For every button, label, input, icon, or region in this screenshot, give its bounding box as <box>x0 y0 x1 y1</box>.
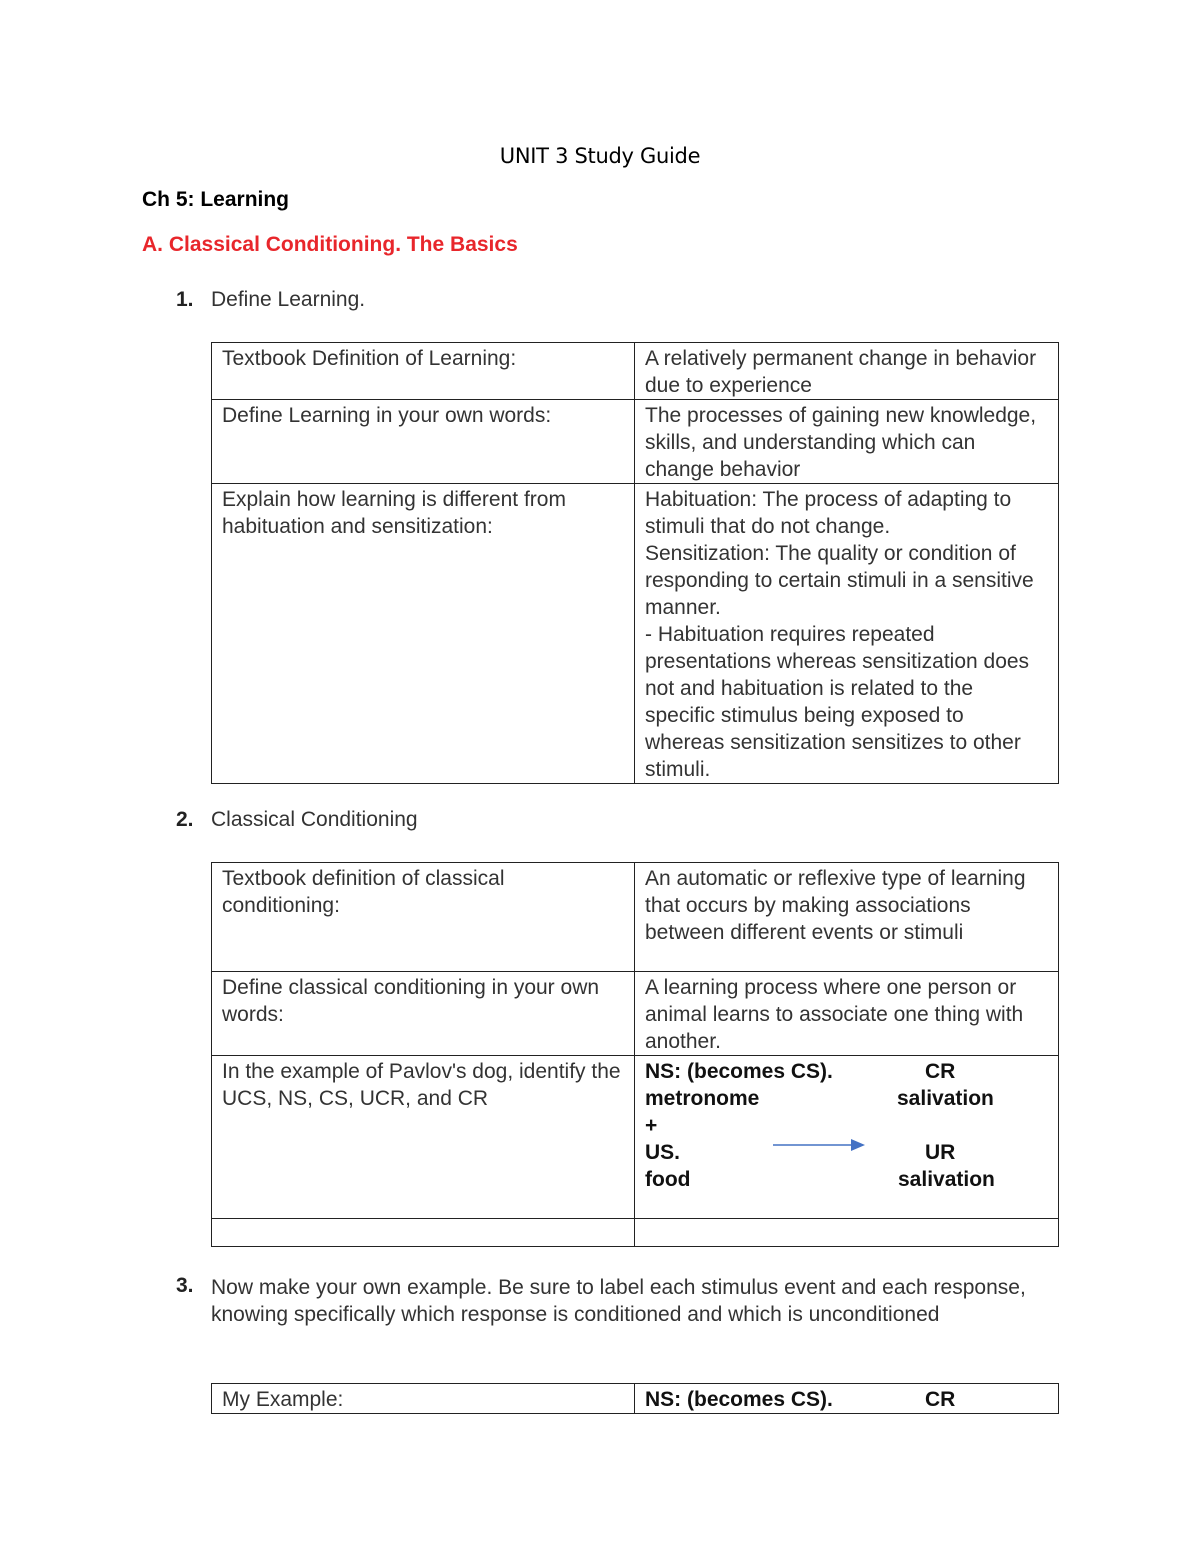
my-example-diagram[interactable] <box>635 1384 1059 1414</box>
table-cell-value: The processes of gaining new knowledge, skills, and understanding which can change behavior <box>635 400 1059 484</box>
classical-conditioning-table <box>211 862 1059 1247</box>
table-cell-value: An automatic or reflexive type of learning that occurs by making associations between different events or stimuli <box>635 863 1059 972</box>
table-row <box>212 1219 1059 1247</box>
ns-label: NS: (becomes CS). <box>645 1060 833 1083</box>
difference-explanation: - Habituation requires repeated presentations whereas sensitization does not and habituation is related to the specific stimulus being exposed to whereas sensitization sensitizes to other stimuli. <box>645 623 1030 781</box>
cr-item: salivation <box>897 1087 994 1110</box>
habituation-definition: Habituation: The process of adapting to stimuli that do not change. <box>645 488 1012 538</box>
us-item: food <box>645 1168 691 1191</box>
table-cell-value: A relatively permanent change in behavior due to experience <box>635 343 1059 400</box>
arrow-right-icon <box>773 1085 897 1112</box>
table-row <box>212 1056 1059 1219</box>
question-2 <box>176 808 418 832</box>
document-title: UNIT 3 Study Guide <box>499 144 701 168</box>
table-row <box>212 1384 1059 1414</box>
question-number: 1. <box>176 288 194 311</box>
table-row <box>212 484 1059 784</box>
ur-label: UR <box>925 1141 956 1164</box>
table-row <box>212 863 1059 972</box>
table-row <box>212 343 1059 400</box>
cr-label: CR <box>925 1060 956 1083</box>
pavlov-diagram <box>635 1056 1059 1219</box>
learning-table <box>211 342 1059 784</box>
table-cell-value <box>635 484 1059 784</box>
question-3 <box>176 1274 1036 1328</box>
question-number: 2. <box>176 808 194 831</box>
table-cell-label: Textbook Definition of Learning: <box>212 343 635 400</box>
table-row <box>212 972 1059 1056</box>
table-cell-value: A learning process where one person or animal learns to associate one thing with another. <box>635 972 1059 1056</box>
ns-item: metronome <box>645 1087 760 1110</box>
my-example-table <box>211 1383 1059 1414</box>
cr-label: CR <box>925 1388 956 1411</box>
question-text: Define Learning. <box>211 288 366 311</box>
ns-label: NS: (becomes CS). <box>645 1388 833 1411</box>
table-cell-label: Define Learning in your own words: <box>212 400 635 484</box>
table-cell-label: Explain how learning is different from habituation and sensitization: <box>212 484 635 784</box>
arrow-right-icon <box>786 1166 898 1193</box>
question-number: 3. <box>176 1274 194 1297</box>
ur-item: salivation <box>898 1168 995 1191</box>
plus-sign: + <box>645 1114 658 1137</box>
question-text: Classical Conditioning <box>211 808 418 831</box>
table-cell-empty[interactable] <box>212 1219 635 1247</box>
table-row <box>212 400 1059 484</box>
table-cell-label: In the example of Pavlov's dog, identify the UCS, NS, CS, UCR, and CR <box>212 1056 635 1219</box>
section-heading: A. Classical Conditioning. The Basics <box>142 233 518 256</box>
sensitization-definition: Sensitization: The quality or condition of responding to certain stimuli in a sensitive manner. <box>645 542 1034 619</box>
table-cell-label: Textbook definition of classical conditioning: <box>212 863 635 972</box>
question-text: Now make your own example. Be sure to label each stimulus event and each response, knowing specifically which response is conditioned and which is unconditioned <box>211 1276 1026 1326</box>
us-label: US. <box>645 1141 681 1164</box>
table-cell-label: Define classical conditioning in your own words: <box>212 972 635 1056</box>
table-cell-empty[interactable] <box>635 1219 1059 1247</box>
table-cell-label: My Example: <box>212 1384 635 1414</box>
chapter-heading: Ch 5: Learning <box>142 188 290 211</box>
question-1 <box>176 288 366 312</box>
